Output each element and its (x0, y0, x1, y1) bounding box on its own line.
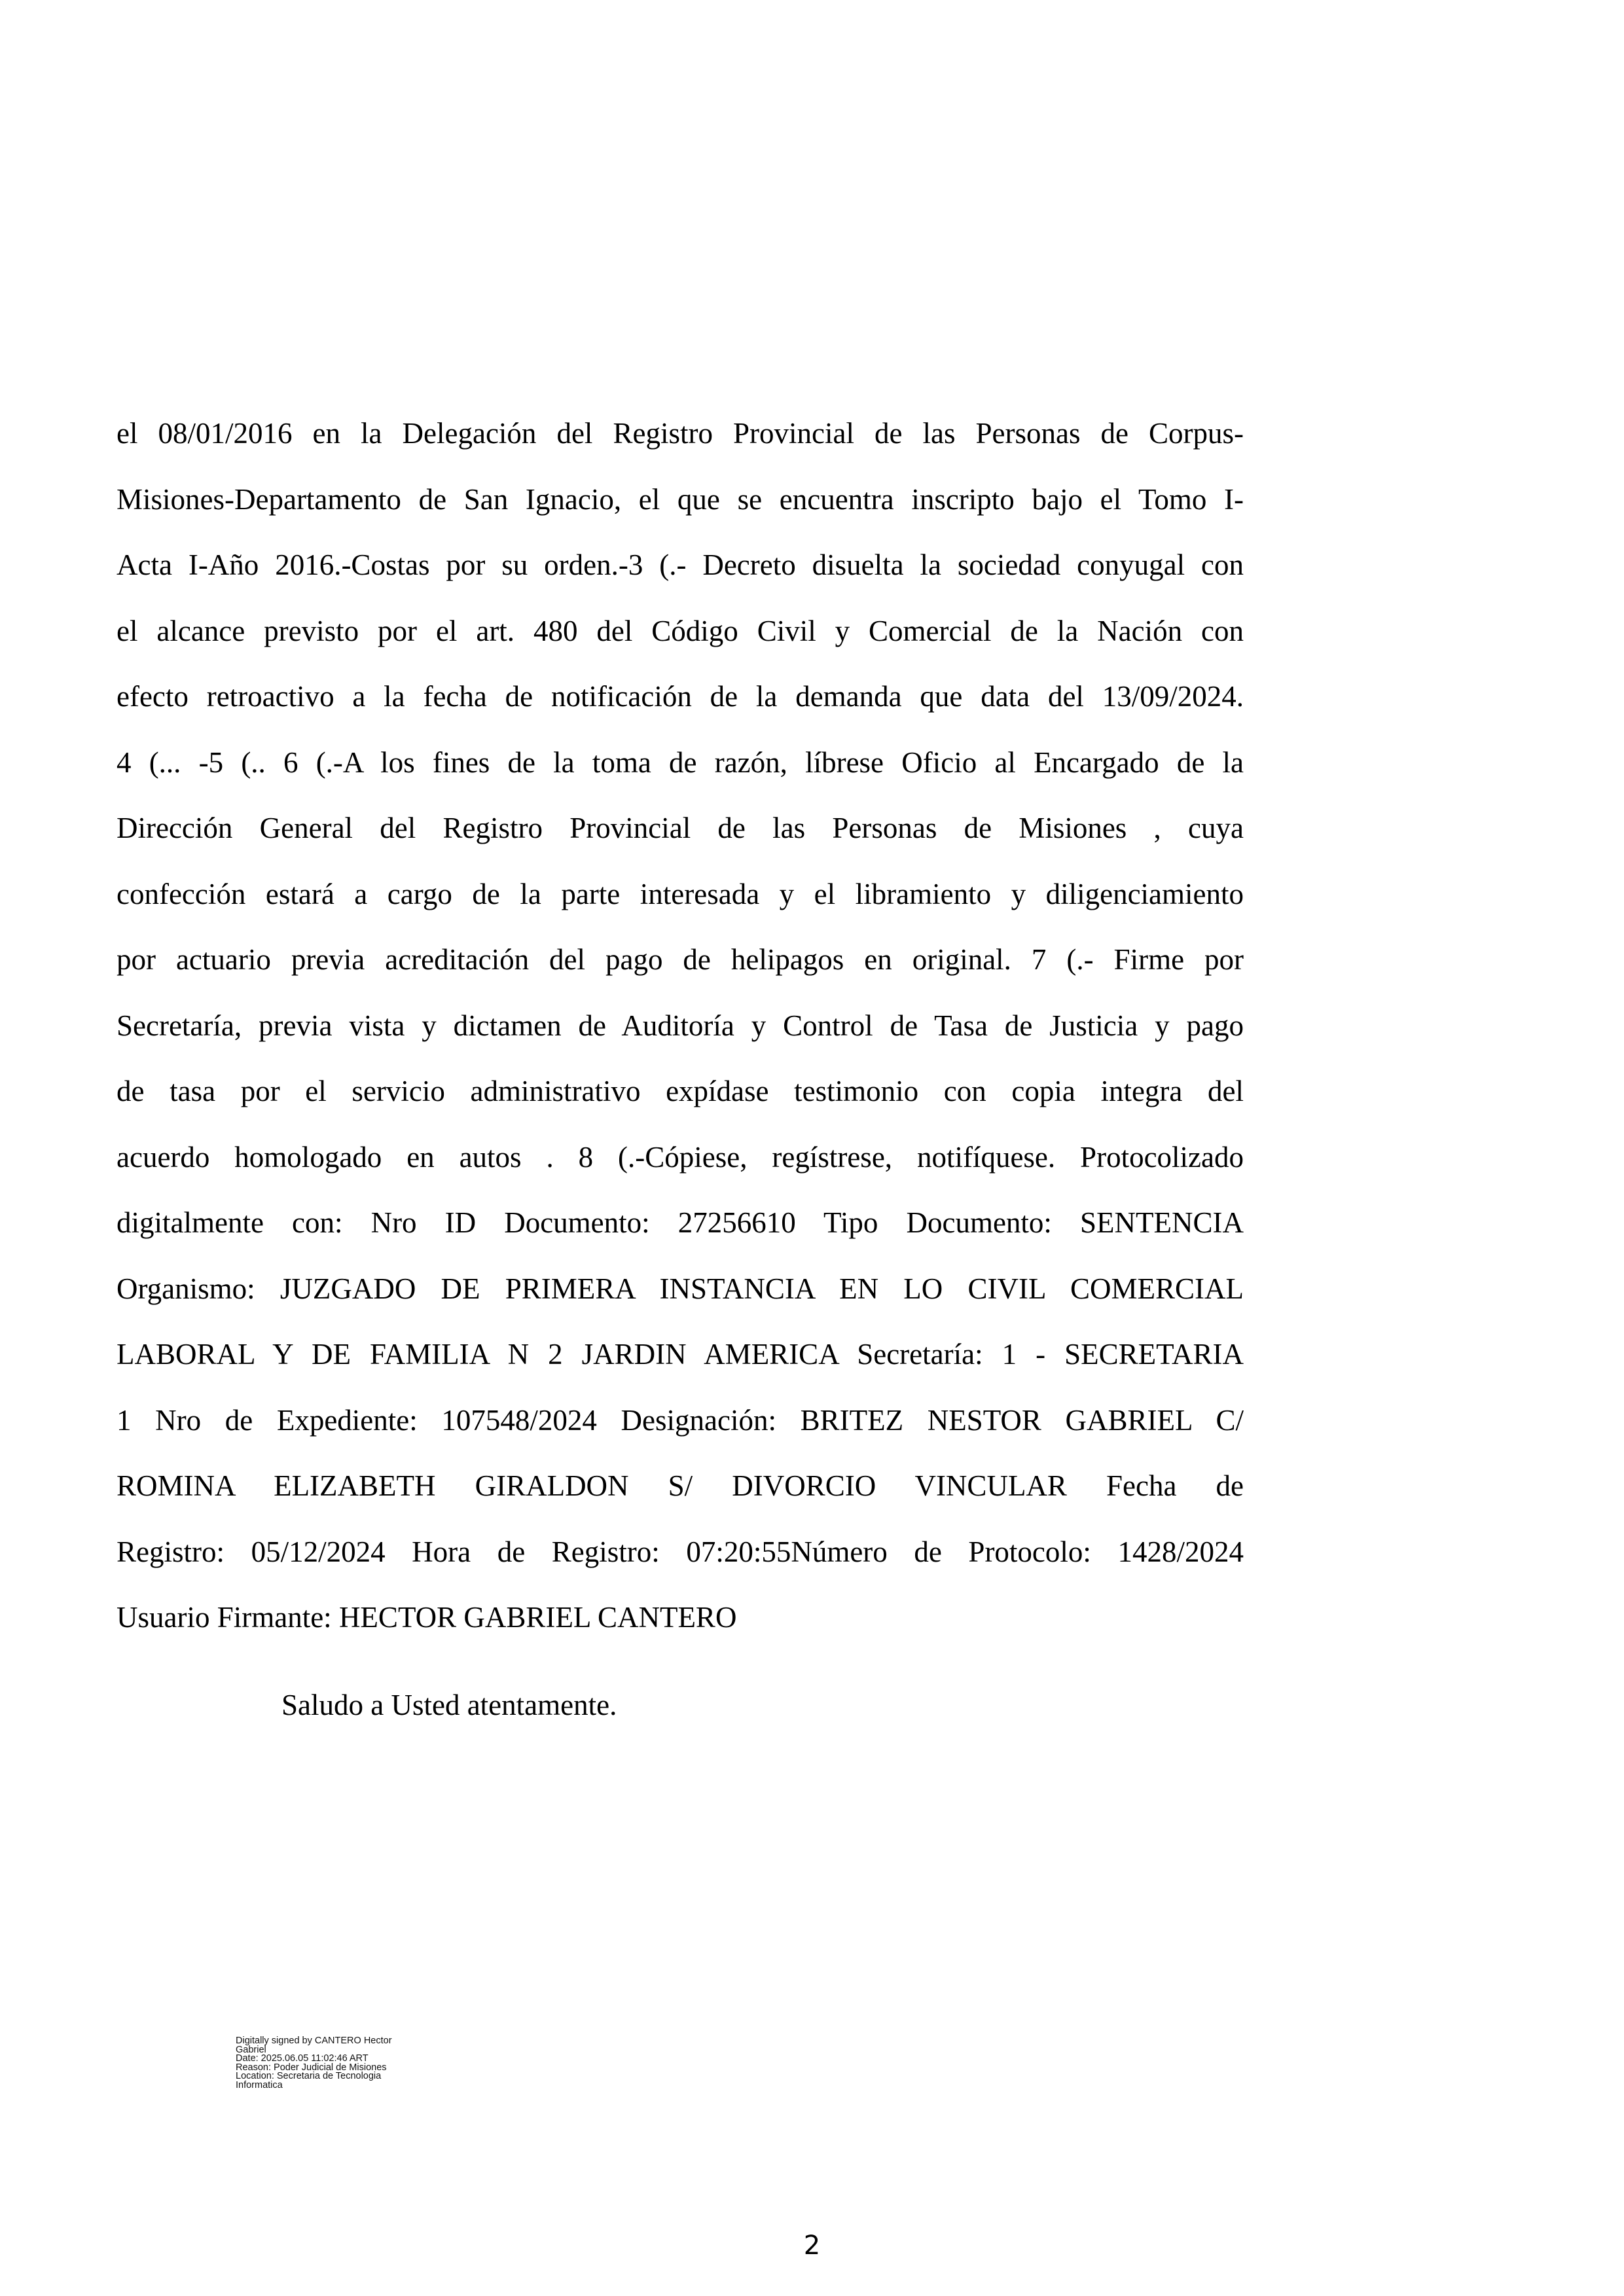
digital-signature-block (236, 2037, 458, 2090)
body-line: confección estará a cargo de la parte interesada y el libramiento y diligenciamiento (117, 877, 1244, 910)
page-number: 2 (803, 2231, 821, 2261)
body-line: por actuario previa acreditación del pago de helipagos en original. 7 (.- Firme por (117, 943, 1244, 976)
signature-line: Gabriel (236, 2044, 266, 2055)
body-line: Registro: 05/12/2024 Hora de Registro: 07:20:55Número de Protocolo: 1428/2024 (117, 1535, 1244, 1568)
body-line: acuerdo homologado en autos . 8 (.-Cópiese, regístrese, notifíquese. Protocolizado (117, 1140, 1244, 1174)
body-line: 1 Nro de Expediente: 107548/2024 Designación: BRITEZ NESTOR GABRIEL C/ (117, 1403, 1244, 1437)
body-line: 4 (... -5 (.. 6 (.-A los fines de la toma de razón, líbrese Oficio al Encargado de la (117, 745, 1244, 779)
closing-salutation: Saludo a Usted atentamente. (281, 1689, 617, 1721)
signature-line: Reason: Poder Judicial de Misiones (236, 2062, 387, 2073)
body-line: Secretaría, previa vista y dictamen de Auditoría y Control de Tasa de Justicia y pago (117, 1009, 1244, 1042)
body-line: ROMINA ELIZABETH GIRALDON S/ DIVORCIO VINCULAR Fecha de (117, 1469, 1244, 1502)
body-line: el 08/01/2016 en la Delegación del Registro Provincial de las Personas de Corpus- (117, 417, 1244, 450)
body-line: Usuario Firmante: HECTOR GABRIEL CANTERO (117, 1601, 737, 1634)
signature-line: Informatica (236, 2079, 283, 2090)
document-body (117, 401, 1244, 1651)
body-line: Organismo: JUZGADO DE PRIMERA INSTANCIA EN LO CIVIL COMERCIAL (117, 1272, 1244, 1305)
body-line: Dirección General del Registro Provincial de las Personas de Misiones , cuya (117, 812, 1244, 844)
signature-line: Date: 2025.06.05 11:02:46 ART (236, 2053, 369, 2064)
body-line: el alcance previsto por el art. 480 del Código Civil y Comercial de la Nación con (117, 614, 1244, 647)
body-line: efecto retroactivo a la fecha de notificación de la demanda que data del 13/09/2024. (117, 680, 1244, 713)
body-line: digitalmente con: Nro ID Documento: 27256610 Tipo Documento: SENTENCIA (117, 1206, 1244, 1239)
body-line: Acta I-Año 2016.-Costas por su orden.-3 (.- Decreto disuelta la sociedad conyugal con (117, 548, 1244, 581)
body-line: Misiones-Departamento de San Ignacio, el que se encuentra inscripto bajo el Tomo I- (117, 482, 1244, 516)
body-line: de tasa por el servicio administrativo expídase testimonio con copia integra del (117, 1075, 1244, 1107)
signature-line: Location: Secretaria de Tecnologia (236, 2071, 382, 2081)
signature-line: Digitally signed by CANTERO Hector (236, 2036, 392, 2046)
body-line: LABORAL Y DE FAMILIA N 2 JARDIN AMERICA Secretaría: 1 - SECRETARIA (117, 1338, 1244, 1371)
